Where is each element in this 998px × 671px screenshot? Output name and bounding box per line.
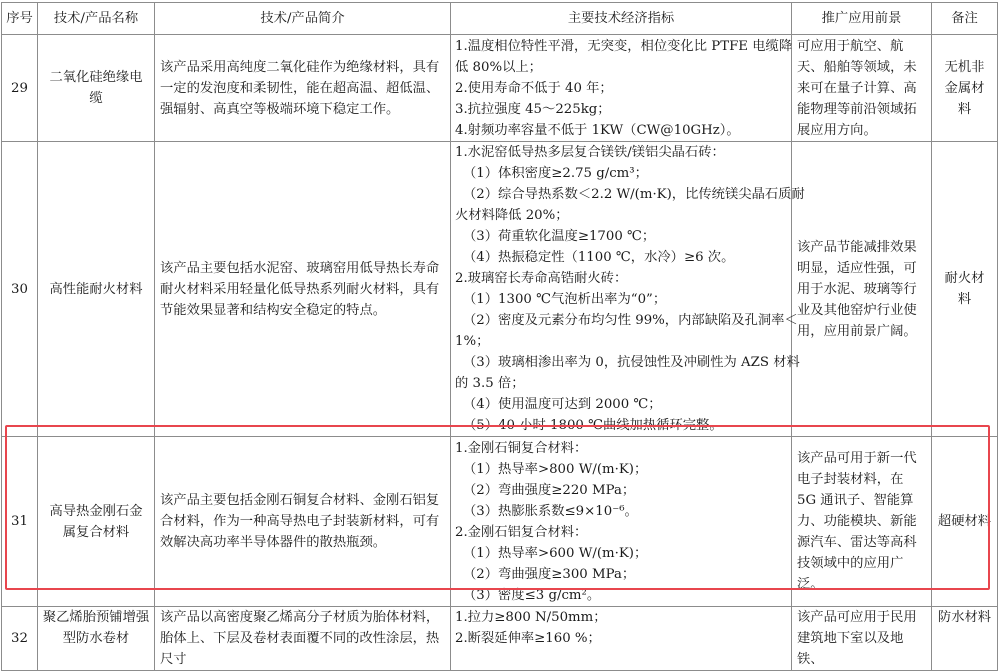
note: 超硬材料 <box>932 437 998 607</box>
prospect: 可应用于航空、航天、船舶等领域，未来可在量子计算、高能物理等前沿领域拓展应用方向。 <box>792 35 932 142</box>
indicator-line: 2.使用寿命不低于 40 年； <box>455 80 613 96</box>
product-name: 高导热金刚石金属复合材料 <box>38 437 155 607</box>
indicator-line: （1）热导率>800 W/(m·K)； <box>463 461 648 477</box>
product-name: 二氧化硅绝缘电缆 <box>38 35 155 142</box>
indicators-cell <box>451 607 792 671</box>
indicators-cell <box>451 35 792 142</box>
indicator-line: 低 80%以上； <box>455 59 542 75</box>
row-number: 29 <box>2 35 38 142</box>
prospect: 该产品可应用于民用建筑地下室以及地铁、 <box>792 607 932 671</box>
indicator-line: （2）弯曲强度≥300 MPa； <box>463 566 636 582</box>
header-no: 序号 <box>2 3 38 35</box>
note: 防水材料 <box>932 607 998 671</box>
product-name: 高性能耐火材料 <box>38 142 155 437</box>
indicator-line: 火材料降低 20%； <box>455 208 569 223</box>
table-row <box>2 142 998 437</box>
indicator-line: （2）综合导热系数＜2.2 W/(m·K)，比传统镁尖晶石质耐 <box>463 187 805 202</box>
table-row <box>2 607 998 671</box>
row-number: 32 <box>2 607 38 671</box>
header-indicators: 主要技术经济指标 <box>451 3 792 35</box>
indicator-line: （1）热导率>600 W/(m·K)； <box>463 545 648 561</box>
product-table <box>1 2 998 671</box>
row-number: 30 <box>2 142 38 437</box>
indicator-line: （3）荷重软化温度≥1700 ℃； <box>463 229 656 244</box>
indicator-line: （4）热振稳定性（1100 ℃，水冷）≥6 次。 <box>463 250 735 265</box>
prospect: 该产品可用于新一代电子封装材料，在 5G 通讯子、智能算力、功能模块、新能源汽车、雷达等高科技领域中的应用广泛。 <box>792 437 932 607</box>
indicator-line: 1.拉力≥800 N/50mm； <box>455 610 607 625</box>
header-prospect: 推广应用前景 <box>792 3 932 35</box>
product-name: 聚乙烯胎预铺增强型防水卷材 <box>38 607 155 671</box>
indicator-line: 2.金刚石铝复合材料： <box>455 524 588 540</box>
indicator-line: 的 3.5 倍； <box>455 376 525 391</box>
indicator-line: 4.射频功率容量不低于 1KW（CW@10GHz）。 <box>455 122 740 138</box>
indicators-cell <box>451 437 792 607</box>
product-intro: 该产品采用高纯度二氧化硅作为绝缘材料，具有一定的发泡度和柔韧性，能在超高温、超低温、强辐射、高真空等极端环境下稳定工作。 <box>155 35 451 142</box>
indicator-line: （3）热膨胀系数≤9×10⁻⁶。 <box>463 503 638 519</box>
product-intro: 该产品以高密度聚乙烯高分子材质为胎体材料，胎体上、下层及卷材表面覆不同的改性涂层，热尺寸 <box>155 607 451 671</box>
prospect: 该产品节能减排效果明显，适应性强，可用于水泥、玻璃等行业及其他窑炉行业使用，应用前景广阔。 <box>792 142 932 437</box>
indicator-line: 1.金刚石铜复合材料： <box>455 440 588 456</box>
indicator-line: 3.抗拉强度 45～225kg； <box>455 101 611 117</box>
indicator-line: （1）体积密度≥2.75 g/cm³； <box>463 166 648 181</box>
indicator-line: （2）密度及元素分布均匀性 99%，内部缺陷及孔洞率＜ <box>463 313 798 328</box>
indicators-cell <box>451 142 805 437</box>
indicator-line: （3）密度≤3 g/cm²。 <box>463 587 601 603</box>
table-row <box>2 437 998 607</box>
header-note: 备注 <box>932 3 998 35</box>
header-name: 技术/产品名称 <box>38 3 155 35</box>
indicator-line: 2.断裂延伸率≥160 %； <box>455 631 601 646</box>
indicator-line: 1.温度相位特性平滑，无突变，相位变化比 PTFE 电缆降 <box>455 38 793 54</box>
indicator-line: （2）弯曲强度≥220 MPa； <box>463 482 636 498</box>
indicator-line: 1.水泥窑低导热多层复合镁铁/镁铝尖晶石砖： <box>455 145 725 160</box>
indicator-line: （1）1300 ℃气泡析出率为“0”； <box>463 292 667 307</box>
product-intro: 该产品主要包括水泥窑、玻璃窑用低导热长寿命耐火材料采用轻量化低导热系列耐火材料，具有节能效果显著和结构安全稳定的特点。 <box>155 142 451 437</box>
note: 耐火材料 <box>932 142 998 437</box>
row-number: 31 <box>2 437 38 607</box>
indicator-line: 2.玻璃窑长寿命高锆耐火砖： <box>455 271 628 286</box>
header-row <box>2 3 998 35</box>
product-intro: 该产品主要包括金刚石铜复合材料、金刚石铝复合材料，作为一种高导热电子封装新材料，可有效解决高功率半导体器件的散热瓶颈。 <box>155 437 451 607</box>
indicator-line: （4）使用温度可达到 2000 ℃； <box>463 397 662 412</box>
header-intro: 技术/产品简介 <box>155 3 451 35</box>
indicator-line: （3）玻璃相渗出率为 0，抗侵蚀性及冲刷性为 AZS 材料 <box>463 355 800 370</box>
note: 无机非金属材料 <box>932 35 998 142</box>
indicator-line: （5）40 小时 1800 ℃曲线加热循环完整。 <box>463 418 723 433</box>
indicator-line: 1%； <box>455 334 490 349</box>
table-row <box>2 35 998 142</box>
